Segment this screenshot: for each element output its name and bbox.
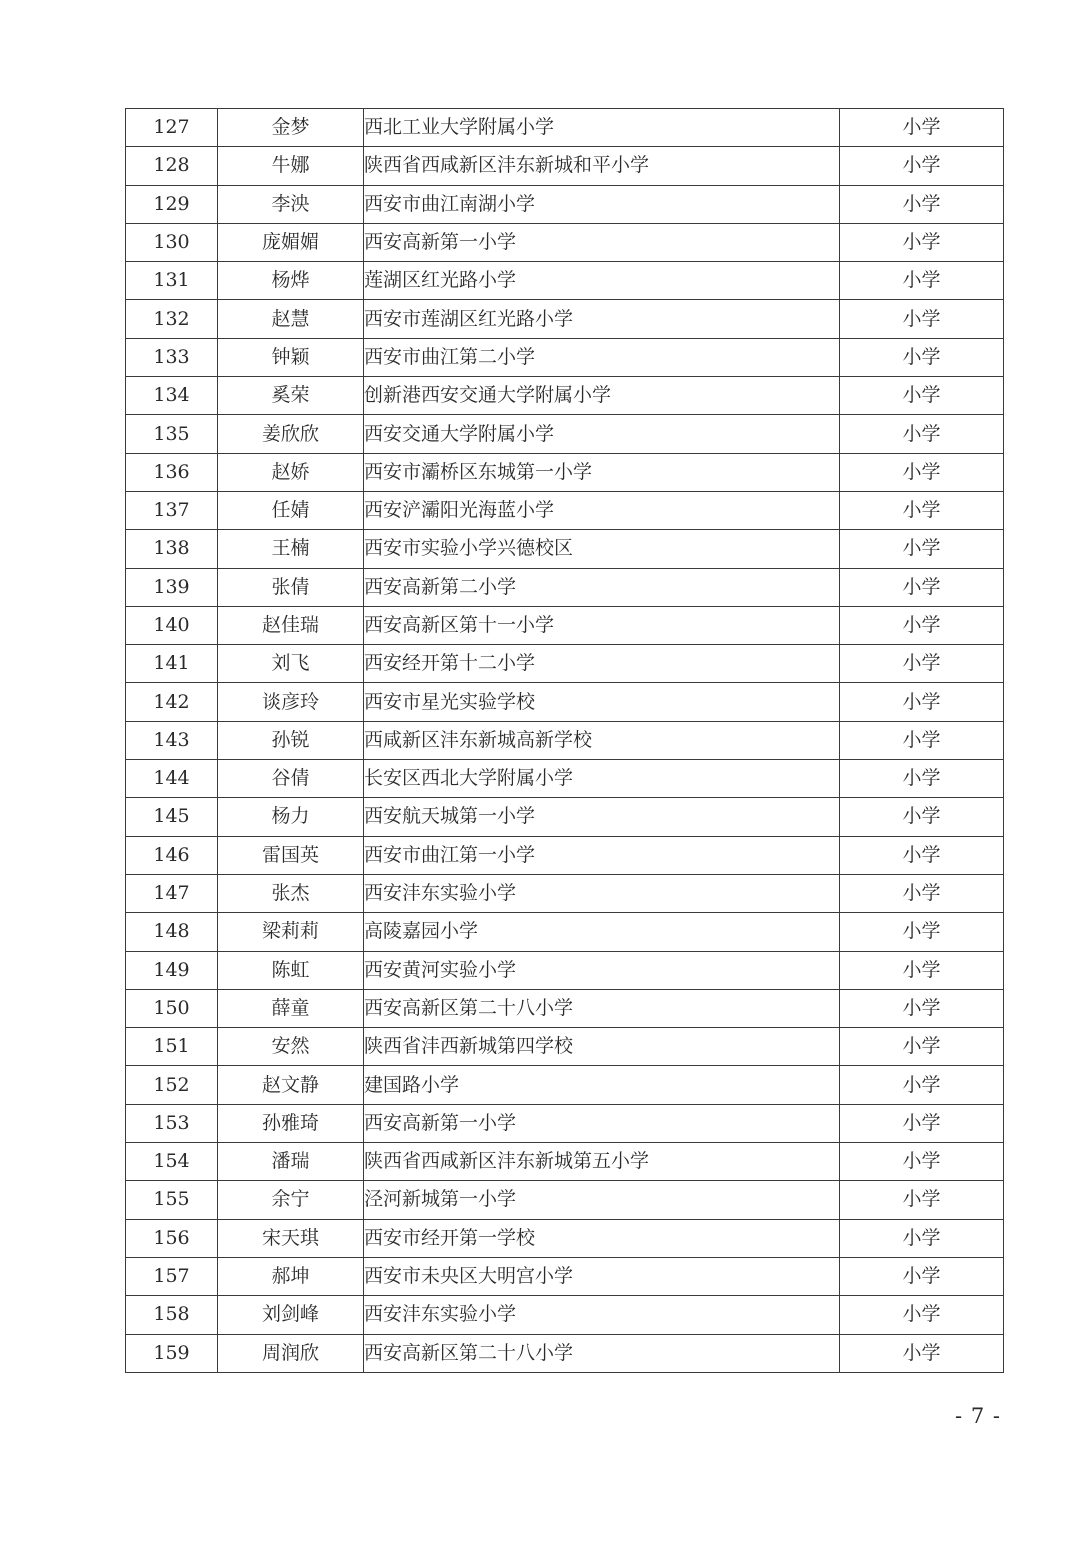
school-name-cell: 西安市灞桥区东城第一小学: [364, 453, 840, 491]
teacher-name-cell: 谈彦玲: [218, 683, 364, 721]
school-name-cell: 西安市经开第一学校: [364, 1219, 840, 1257]
serial-number-cell: 140: [126, 606, 218, 644]
school-level-cell: 小学: [840, 530, 1004, 568]
teacher-name-cell: 杨烨: [218, 262, 364, 300]
teacher-name-cell: 张倩: [218, 568, 364, 606]
serial-number-cell: 154: [126, 1143, 218, 1181]
school-level-cell: 小学: [840, 262, 1004, 300]
school-name-cell: 长安区西北大学附属小学: [364, 760, 840, 798]
table-row: [126, 874, 1004, 912]
school-level-cell: 小学: [840, 415, 1004, 453]
school-name-cell: 西安交通大学附属小学: [364, 415, 840, 453]
table-row: [126, 415, 1004, 453]
teacher-name-cell: 李泱: [218, 185, 364, 223]
serial-number-cell: 149: [126, 951, 218, 989]
serial-number-cell: 141: [126, 645, 218, 683]
teacher-name-cell: 奚荣: [218, 377, 364, 415]
document-page: [125, 108, 1003, 1373]
serial-number-cell: 143: [126, 721, 218, 759]
teacher-name-cell: 薛童: [218, 989, 364, 1027]
school-level-cell: 小学: [840, 798, 1004, 836]
table-row: [126, 798, 1004, 836]
teacher-name-cell: 赵娇: [218, 453, 364, 491]
teacher-name-cell: 刘飞: [218, 645, 364, 683]
school-name-cell: 西安沣东实验小学: [364, 1296, 840, 1334]
school-name-cell: 西安高新区第十一小学: [364, 606, 840, 644]
table-row: [126, 913, 1004, 951]
school-name-cell: 西安市曲江第二小学: [364, 338, 840, 376]
school-level-cell: 小学: [840, 1104, 1004, 1142]
teacher-name-cell: 赵文静: [218, 1066, 364, 1104]
table-row: [126, 836, 1004, 874]
school-level-cell: 小学: [840, 377, 1004, 415]
serial-number-cell: 156: [126, 1219, 218, 1257]
serial-number-cell: 128: [126, 147, 218, 185]
table-row: [126, 223, 1004, 261]
school-level-cell: 小学: [840, 951, 1004, 989]
school-level-cell: 小学: [840, 1257, 1004, 1295]
school-name-cell: 西咸新区沣东新城高新学校: [364, 721, 840, 759]
school-level-cell: 小学: [840, 338, 1004, 376]
school-name-cell: 莲湖区红光路小学: [364, 262, 840, 300]
school-name-cell: 西安高新区第二十八小学: [364, 1334, 840, 1372]
school-name-cell: 陕西省西咸新区沣东新城第五小学: [364, 1143, 840, 1181]
serial-number-cell: 135: [126, 415, 218, 453]
serial-number-cell: 151: [126, 1028, 218, 1066]
serial-number-cell: 127: [126, 109, 218, 147]
school-name-cell: 高陵嘉园小学: [364, 913, 840, 951]
table-row: [126, 645, 1004, 683]
table-row: [126, 568, 1004, 606]
serial-number-cell: 134: [126, 377, 218, 415]
serial-number-cell: 133: [126, 338, 218, 376]
school-name-cell: 建国路小学: [364, 1066, 840, 1104]
serial-number-cell: 157: [126, 1257, 218, 1295]
teacher-name-cell: 潘瑞: [218, 1143, 364, 1181]
teacher-name-cell: 周润欣: [218, 1334, 364, 1372]
teacher-name-cell: 刘剑峰: [218, 1296, 364, 1334]
roster-table: [125, 108, 1004, 1373]
serial-number-cell: 136: [126, 453, 218, 491]
serial-number-cell: 129: [126, 185, 218, 223]
table-row: [126, 1181, 1004, 1219]
school-level-cell: 小学: [840, 223, 1004, 261]
teacher-name-cell: 孙雅琦: [218, 1104, 364, 1142]
school-level-cell: 小学: [840, 645, 1004, 683]
school-level-cell: 小学: [840, 1066, 1004, 1104]
school-level-cell: 小学: [840, 913, 1004, 951]
teacher-name-cell: 牛娜: [218, 147, 364, 185]
serial-number-cell: 131: [126, 262, 218, 300]
serial-number-cell: 155: [126, 1181, 218, 1219]
school-name-cell: 西安黄河实验小学: [364, 951, 840, 989]
teacher-name-cell: 任婧: [218, 491, 364, 529]
school-level-cell: 小学: [840, 1296, 1004, 1334]
table-row: [126, 683, 1004, 721]
school-name-cell: 创新港西安交通大学附属小学: [364, 377, 840, 415]
serial-number-cell: 132: [126, 300, 218, 338]
teacher-name-cell: 宋天琪: [218, 1219, 364, 1257]
school-level-cell: 小学: [840, 1181, 1004, 1219]
serial-number-cell: 130: [126, 223, 218, 261]
school-level-cell: 小学: [840, 1143, 1004, 1181]
table-row: [126, 453, 1004, 491]
serial-number-cell: 139: [126, 568, 218, 606]
school-name-cell: 西安浐灞阳光海蓝小学: [364, 491, 840, 529]
table-row: [126, 760, 1004, 798]
school-name-cell: 陕西省西咸新区沣东新城和平小学: [364, 147, 840, 185]
page-number: - 7 -: [955, 1404, 1001, 1428]
table-row: [126, 262, 1004, 300]
school-name-cell: 西安市莲湖区红光路小学: [364, 300, 840, 338]
teacher-name-cell: 王楠: [218, 530, 364, 568]
school-level-cell: 小学: [840, 147, 1004, 185]
table-row: [126, 1296, 1004, 1334]
table-row: [126, 1028, 1004, 1066]
school-name-cell: 西安高新第一小学: [364, 223, 840, 261]
teacher-name-cell: 赵慧: [218, 300, 364, 338]
serial-number-cell: 137: [126, 491, 218, 529]
serial-number-cell: 152: [126, 1066, 218, 1104]
table-row: [126, 721, 1004, 759]
table-row: [126, 491, 1004, 529]
teacher-name-cell: 金梦: [218, 109, 364, 147]
serial-number-cell: 146: [126, 836, 218, 874]
school-name-cell: 西安高新区第二十八小学: [364, 989, 840, 1027]
serial-number-cell: 147: [126, 874, 218, 912]
school-name-cell: 西安市曲江南湖小学: [364, 185, 840, 223]
school-name-cell: 西安高新第一小学: [364, 1104, 840, 1142]
school-level-cell: 小学: [840, 568, 1004, 606]
table-row: [126, 185, 1004, 223]
table-row: [126, 300, 1004, 338]
teacher-name-cell: 杨力: [218, 798, 364, 836]
school-level-cell: 小学: [840, 760, 1004, 798]
teacher-name-cell: 陈虹: [218, 951, 364, 989]
school-name-cell: 陕西省沣西新城第四学校: [364, 1028, 840, 1066]
table-row: [126, 1104, 1004, 1142]
school-level-cell: 小学: [840, 836, 1004, 874]
school-level-cell: 小学: [840, 300, 1004, 338]
roster-table-body: [126, 109, 1004, 1373]
school-level-cell: 小学: [840, 683, 1004, 721]
school-level-cell: 小学: [840, 1219, 1004, 1257]
table-row: [126, 1143, 1004, 1181]
school-name-cell: 泾河新城第一小学: [364, 1181, 840, 1219]
school-level-cell: 小学: [840, 1334, 1004, 1372]
table-row: [126, 606, 1004, 644]
serial-number-cell: 142: [126, 683, 218, 721]
teacher-name-cell: 安然: [218, 1028, 364, 1066]
school-name-cell: 西安经开第十二小学: [364, 645, 840, 683]
teacher-name-cell: 姜欣欣: [218, 415, 364, 453]
teacher-name-cell: 赵佳瑞: [218, 606, 364, 644]
teacher-name-cell: 郝坤: [218, 1257, 364, 1295]
serial-number-cell: 138: [126, 530, 218, 568]
teacher-name-cell: 钟颖: [218, 338, 364, 376]
serial-number-cell: 144: [126, 760, 218, 798]
school-name-cell: 西安市星光实验学校: [364, 683, 840, 721]
school-level-cell: 小学: [840, 1028, 1004, 1066]
school-level-cell: 小学: [840, 606, 1004, 644]
table-row: [126, 951, 1004, 989]
table-row: [126, 377, 1004, 415]
serial-number-cell: 158: [126, 1296, 218, 1334]
school-level-cell: 小学: [840, 721, 1004, 759]
teacher-name-cell: 谷倩: [218, 760, 364, 798]
school-level-cell: 小学: [840, 453, 1004, 491]
table-row: [126, 530, 1004, 568]
teacher-name-cell: 张杰: [218, 874, 364, 912]
serial-number-cell: 150: [126, 989, 218, 1027]
serial-number-cell: 153: [126, 1104, 218, 1142]
school-name-cell: 西安市曲江第一小学: [364, 836, 840, 874]
table-row: [126, 109, 1004, 147]
teacher-name-cell: 梁莉莉: [218, 913, 364, 951]
teacher-name-cell: 孙锐: [218, 721, 364, 759]
table-row: [126, 1066, 1004, 1104]
school-name-cell: 西安航天城第一小学: [364, 798, 840, 836]
school-level-cell: 小学: [840, 109, 1004, 147]
teacher-name-cell: 庞媚媚: [218, 223, 364, 261]
school-level-cell: 小学: [840, 185, 1004, 223]
table-row: [126, 1219, 1004, 1257]
serial-number-cell: 145: [126, 798, 218, 836]
school-name-cell: 西北工业大学附属小学: [364, 109, 840, 147]
table-row: [126, 338, 1004, 376]
school-level-cell: 小学: [840, 874, 1004, 912]
table-row: [126, 1334, 1004, 1372]
table-row: [126, 989, 1004, 1027]
table-row: [126, 1257, 1004, 1295]
school-level-cell: 小学: [840, 491, 1004, 529]
teacher-name-cell: 雷国英: [218, 836, 364, 874]
school-name-cell: 西安沣东实验小学: [364, 874, 840, 912]
table-row: [126, 147, 1004, 185]
serial-number-cell: 159: [126, 1334, 218, 1372]
teacher-name-cell: 余宁: [218, 1181, 364, 1219]
serial-number-cell: 148: [126, 913, 218, 951]
school-level-cell: 小学: [840, 989, 1004, 1027]
school-name-cell: 西安市未央区大明宫小学: [364, 1257, 840, 1295]
school-name-cell: 西安市实验小学兴德校区: [364, 530, 840, 568]
school-name-cell: 西安高新第二小学: [364, 568, 840, 606]
